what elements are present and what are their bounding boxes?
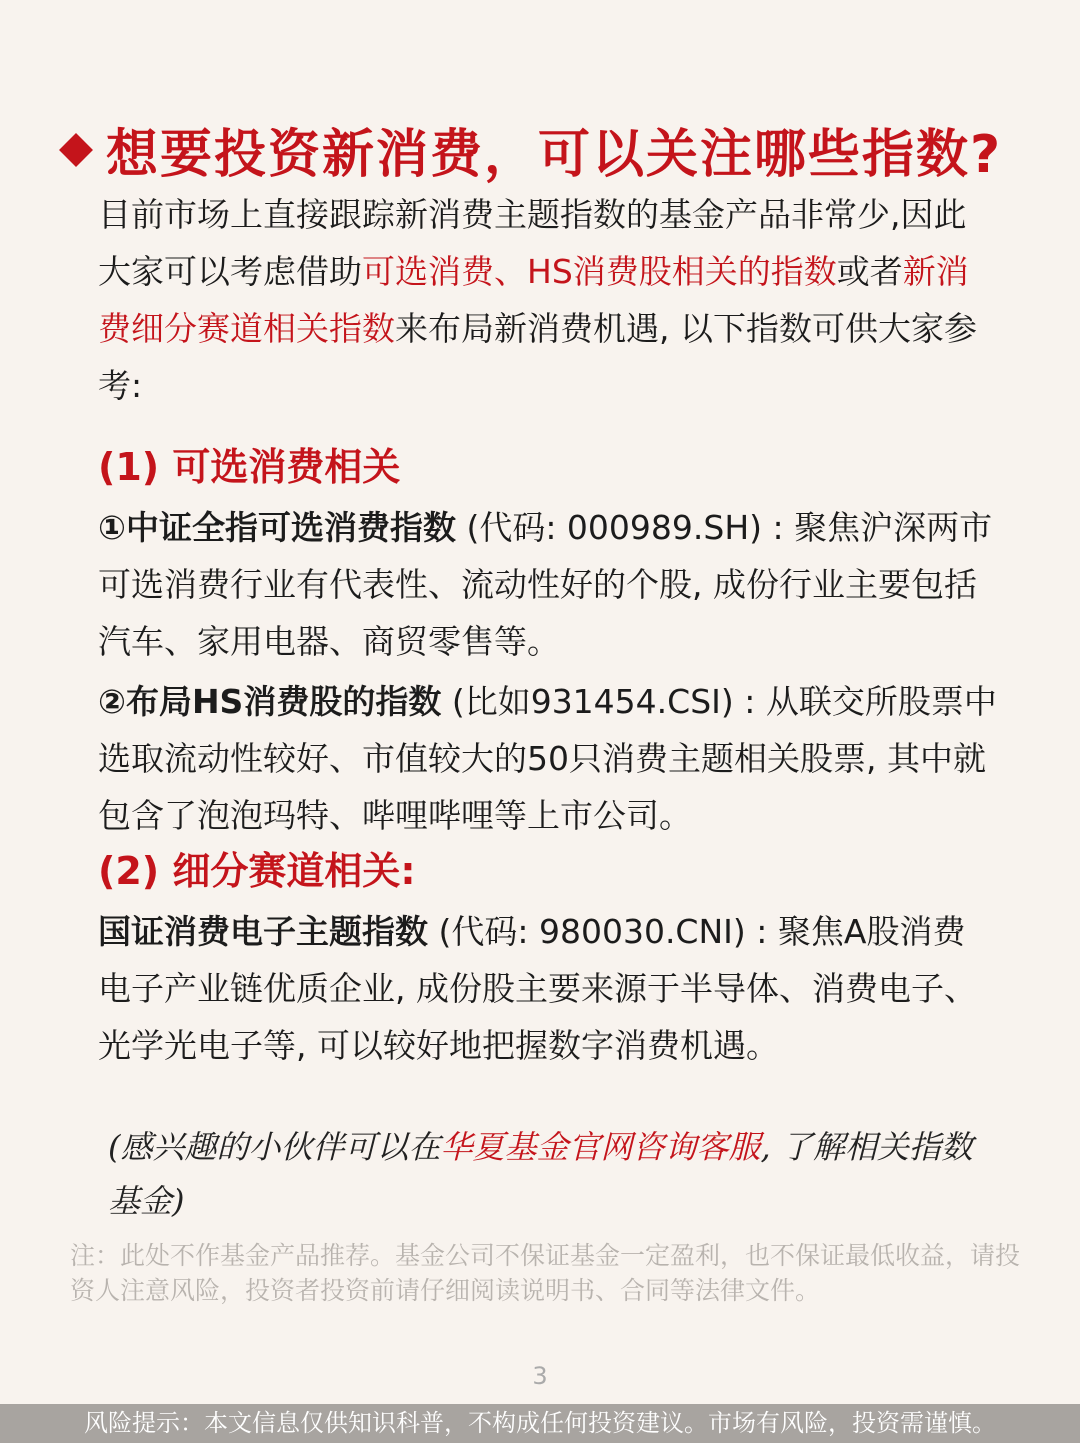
section1-item1-text: (代码: 000989.SH) : 聚焦沪深两市可选消费行业有代表性、流动性好的个股, 成份行业主要包括汽车、家用电器、商贸零售等。 bbox=[98, 508, 993, 661]
note-paragraph bbox=[108, 1120, 998, 1228]
section2-item-text: (代码: 980030.CNI) : 聚焦A股消费电子产业链优质企业, 成份股主要来源于半导体、消费电子、光学光电子等, 可以较好地把握数字消费机遇。 bbox=[98, 912, 977, 1065]
section1-item2-name: ②布局HS消费股的指数 bbox=[98, 682, 442, 721]
section2-item bbox=[98, 903, 998, 1074]
section1-item2-text: (比如931454.CSI) : 从联交所股票中选取流动性较好、市值较大的50只消费主题相关股票, 其中就包含了泡泡玛特、哔哩哔哩等上市公司。 bbox=[98, 682, 997, 835]
section2-title: (2) 细分赛道相关: bbox=[98, 849, 416, 893]
note-text-post: , 了解相关指数基金) bbox=[108, 1128, 973, 1220]
intro-paragraph bbox=[98, 186, 998, 414]
intro-highlight-1: 可选消费、HS消费股相关的指数 bbox=[362, 252, 837, 291]
section1-item1 bbox=[98, 499, 998, 670]
intro-highlight-2: 新消费细分赛道相关指数 bbox=[98, 252, 969, 348]
risk-warning-bar: 风险提示：本文信息仅供知识科普，不构成任何投资建议。市场有风险，投资需谨慎。 bbox=[0, 1404, 1080, 1443]
section2-item-name: 国证消费电子主题指数 bbox=[98, 912, 428, 951]
section1-title: (1) 可选消费相关 bbox=[98, 445, 401, 489]
section1-item1-name: ①中证全指可选消费指数 bbox=[98, 508, 456, 547]
intro-text-1: 目前市场上直接跟踪新消费主题指数的基金产品非常少,因此大家可以考虑借助 bbox=[98, 195, 967, 291]
disclaimer-text: 注：此处不作基金产品推荐。基金公司不保证基金一定盈利，也不保证最低收益，请投资人注意风险，投资者投资前请仔细阅读说明书、合同等法律文件。 bbox=[70, 1241, 1021, 1305]
note-text-pre: (感兴趣的小伙伴可以在 bbox=[108, 1128, 441, 1166]
diamond-bullet-icon bbox=[59, 133, 93, 167]
page-heading bbox=[56, 112, 1056, 187]
intro-text-3: 来布局新消费机遇, 以下指数可供大家参考: bbox=[98, 309, 977, 405]
note-highlight: 华夏基金官网咨询客服 bbox=[440, 1128, 761, 1166]
section1-item2 bbox=[98, 673, 998, 844]
intro-text-2: 或者 bbox=[836, 252, 903, 291]
heading-title: 想要投资新消费，可以关注哪些指数? bbox=[106, 125, 1003, 185]
page-number: 3 bbox=[532, 1362, 548, 1390]
